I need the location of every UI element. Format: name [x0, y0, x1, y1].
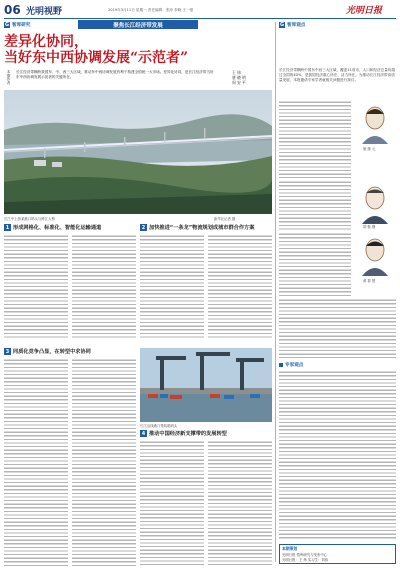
port-photo: [140, 348, 272, 422]
photo-credit: 新华社记者 摄: [214, 217, 236, 221]
right-corner-label: G 智库观点: [279, 22, 306, 28]
body-text-col-6: [72, 358, 136, 566]
credit-line-1: 光明日报·智库研究与发布中心: [282, 553, 328, 557]
credit-line-2: 光明日报：王 炜 实习生：刘伟: [282, 558, 329, 562]
title-line-2: 当好东中西协调发展“示范者”: [4, 50, 189, 66]
topic-banner: 聚焦长江经济带发展: [78, 20, 198, 29]
corner-label: G 智库研究: [4, 22, 31, 28]
page-number: 06: [4, 3, 21, 17]
main-title: [4, 34, 272, 66]
credit-title: 本期策划: [282, 546, 298, 551]
right-column: [279, 20, 396, 566]
section-4-heading: 4 推动中国经济新支撑带的发展转型: [141, 430, 227, 437]
body-text-col-2: [72, 234, 136, 338]
body-text-col-7: [140, 440, 204, 566]
portrait-block-3: [279, 232, 396, 296]
left-article: [4, 20, 272, 566]
body-text-col-1: [4, 234, 68, 338]
portrait-sketch-1: [359, 104, 391, 144]
title-line-1: 差异化协同，: [4, 34, 88, 50]
section-name: 光明视野: [26, 7, 63, 17]
photo-caption: 长江中上游某港口码头与跨江大桥: [4, 217, 55, 221]
portrait-sketch-3: [359, 236, 391, 276]
author-label: 本期作者: [7, 70, 11, 85]
body-text-col-8: [208, 440, 272, 566]
date-line: 2019年3月11日 星期一 责任编辑：张冲 李晓 王一强: [108, 8, 194, 12]
column-divider: [275, 22, 276, 562]
text-lines: [279, 100, 351, 178]
page-header: [0, 0, 400, 20]
text-lines: [279, 232, 351, 296]
mid-heading: 专家观点: [279, 362, 303, 368]
bridge-photo-image: [4, 90, 272, 214]
lead-paragraph: 长江经济带横跨我国东、中、西三大区域，推动东中西协调发展有利于构建全国统一大市场。差异化协同，是长江经济带当好东中西协调发展示范者的关键所在。: [16, 70, 214, 80]
portrait-name-3: 黄 群 慧: [363, 279, 376, 283]
portrait-name-1: 施 继 元: [363, 147, 376, 151]
body-text-col-3: [140, 234, 204, 338]
right-text-block: [279, 298, 396, 358]
right-intro: 长江经济带横跨中国东中西三大区域，覆盖11省市，人口和经济总量均超过全国的40%，是我国经济重心所在、活力所在。为推动长江经济带高质量发展，本报邀请专家学者就相关问题进行探讨。: [279, 68, 395, 83]
body-text-col-5: [4, 358, 68, 566]
section-3-heading: 3 同质化竞争凸显，在转型中求协同: [5, 348, 91, 355]
portrait-block-2: [279, 180, 396, 230]
masthead-logo: 光明日报: [346, 6, 383, 16]
g-logo-icon: G: [4, 22, 10, 28]
square-bullet-icon: [279, 363, 283, 367]
author-list: 王 炜 唐 晓 明 周 安 平: [232, 70, 246, 85]
text-lines: [279, 180, 351, 230]
main-photo: [4, 90, 272, 214]
g-logo-icon: G: [279, 22, 285, 28]
header-rule: [4, 18, 396, 19]
portrait-block-1: [279, 100, 396, 178]
body-text-col-4: [208, 234, 272, 338]
port-caption: 长江沿线港口集装箱码头: [140, 424, 178, 428]
portrait-name-2: 胡 鞍 钢: [363, 225, 376, 229]
right-text-block-2: [279, 370, 396, 540]
bottom-credit-box: [279, 544, 396, 564]
section-1-heading: 1 形成网格化、标准化、智能化运输通道: [5, 224, 102, 231]
section-2-heading: 2 加快推进“一条龙”物流规划成城市群合作方案: [141, 224, 255, 231]
port-photo-image: [140, 348, 272, 422]
portrait-sketch-2: [359, 184, 391, 224]
